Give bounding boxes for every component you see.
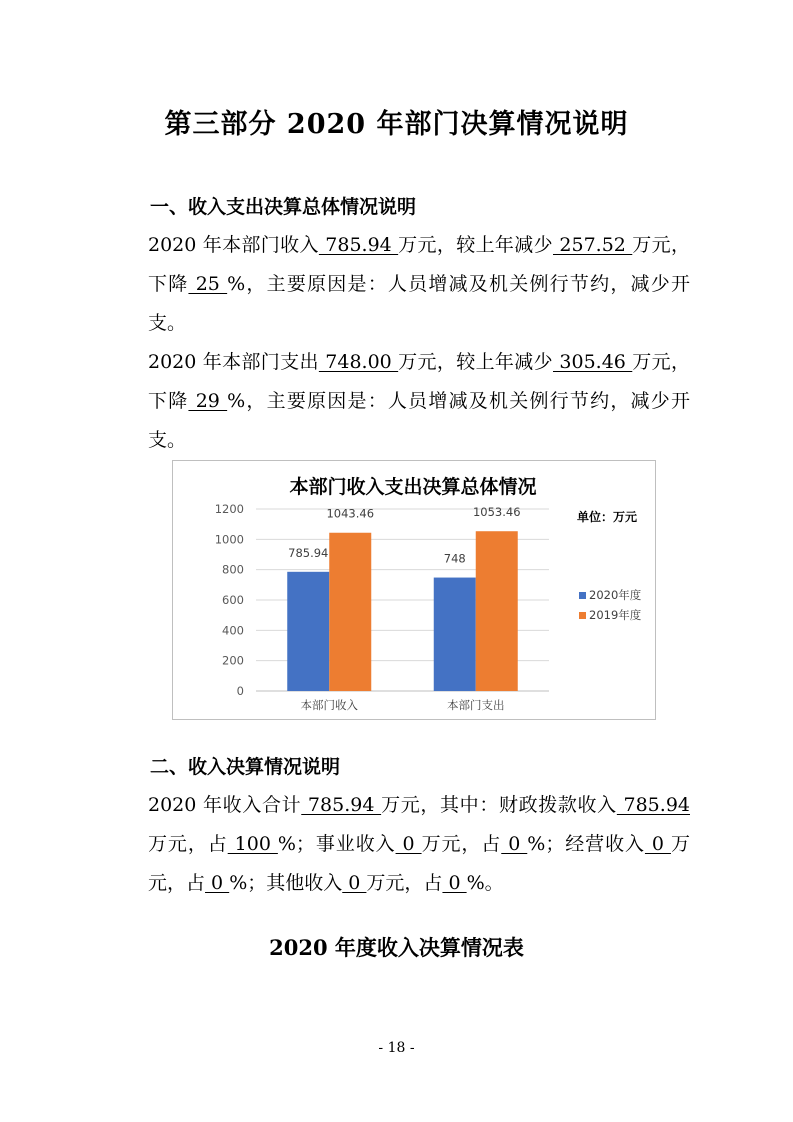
section1-heading: 一、收入支出决算总体情况说明 <box>150 196 417 218</box>
bar <box>287 572 329 691</box>
x-tick-label: 本部门收入 <box>300 698 358 712</box>
chart-title: 本部门收入支出决算总体情况 <box>289 476 537 498</box>
legend-swatch <box>579 592 586 599</box>
page-title: 第三部分 2020 年部门决算情况说明 <box>164 109 629 140</box>
data-label: 1043.46 <box>326 506 375 521</box>
bar <box>329 533 371 691</box>
legend-label: 2020年度 <box>589 588 642 602</box>
data-label: 748 <box>443 551 466 566</box>
unit-label: 单位：万元 <box>577 510 638 524</box>
bar <box>434 578 476 691</box>
expense-decrease-percent: 29 <box>188 390 228 412</box>
income-detail-paragraph: 2020 年收入合计 785.94 万元，其中：财政拨款收入 785.94 万元，占 100 %；事业收入 0 万元，占 0 %；经营收入 0 万元，占 0 %；其他收入 0 万元，占 0 %。 <box>148 794 690 894</box>
x-tick-label: 本部门支出 <box>447 698 505 712</box>
data-label: 1053.46 <box>472 505 521 520</box>
y-tick-label: 200 <box>222 653 244 668</box>
legend-swatch <box>579 612 586 619</box>
legend-label: 2019年度 <box>589 608 642 622</box>
expense-value: 748.00 <box>318 351 399 373</box>
y-tick-label: 400 <box>222 623 244 638</box>
y-tick-label: 800 <box>222 562 244 577</box>
page-number: - 18 - <box>378 1040 415 1056</box>
section2-heading: 二、收入决算情况说明 <box>150 756 341 778</box>
data-label: 785.94 <box>288 545 329 560</box>
chart-container <box>172 460 656 720</box>
y-tick-label: 0 <box>236 684 244 698</box>
y-tick-label: 600 <box>222 593 244 607</box>
income-expense-chart <box>173 461 655 719</box>
y-tick-label: 1000 <box>214 532 244 547</box>
section1-body <box>110 226 690 460</box>
expense-paragraph: 2020 年本部门支出 748.00 万元，较上年减少 305.46 万元，下降 29 %，主要原因是：人员增减及机关例行节约，减少开支。 <box>148 351 690 451</box>
income-paragraph: 2020 年本部门收入 785.94 万元，较上年减少 257.52 万元，下降 25 %，主要原因是：人员增减及机关例行节约，减少开支。 <box>148 234 690 334</box>
income-value: 785.94 <box>318 234 399 256</box>
bar <box>476 531 518 691</box>
section2-body <box>110 786 690 903</box>
table-title: 2020 年度收入决算情况表 <box>269 935 524 960</box>
expense-decrease-value: 305.46 <box>553 351 633 373</box>
income-decrease-value: 257.52 <box>553 234 633 256</box>
income-decrease-percent: 25 <box>188 273 228 295</box>
y-tick-label: 1200 <box>214 502 244 516</box>
